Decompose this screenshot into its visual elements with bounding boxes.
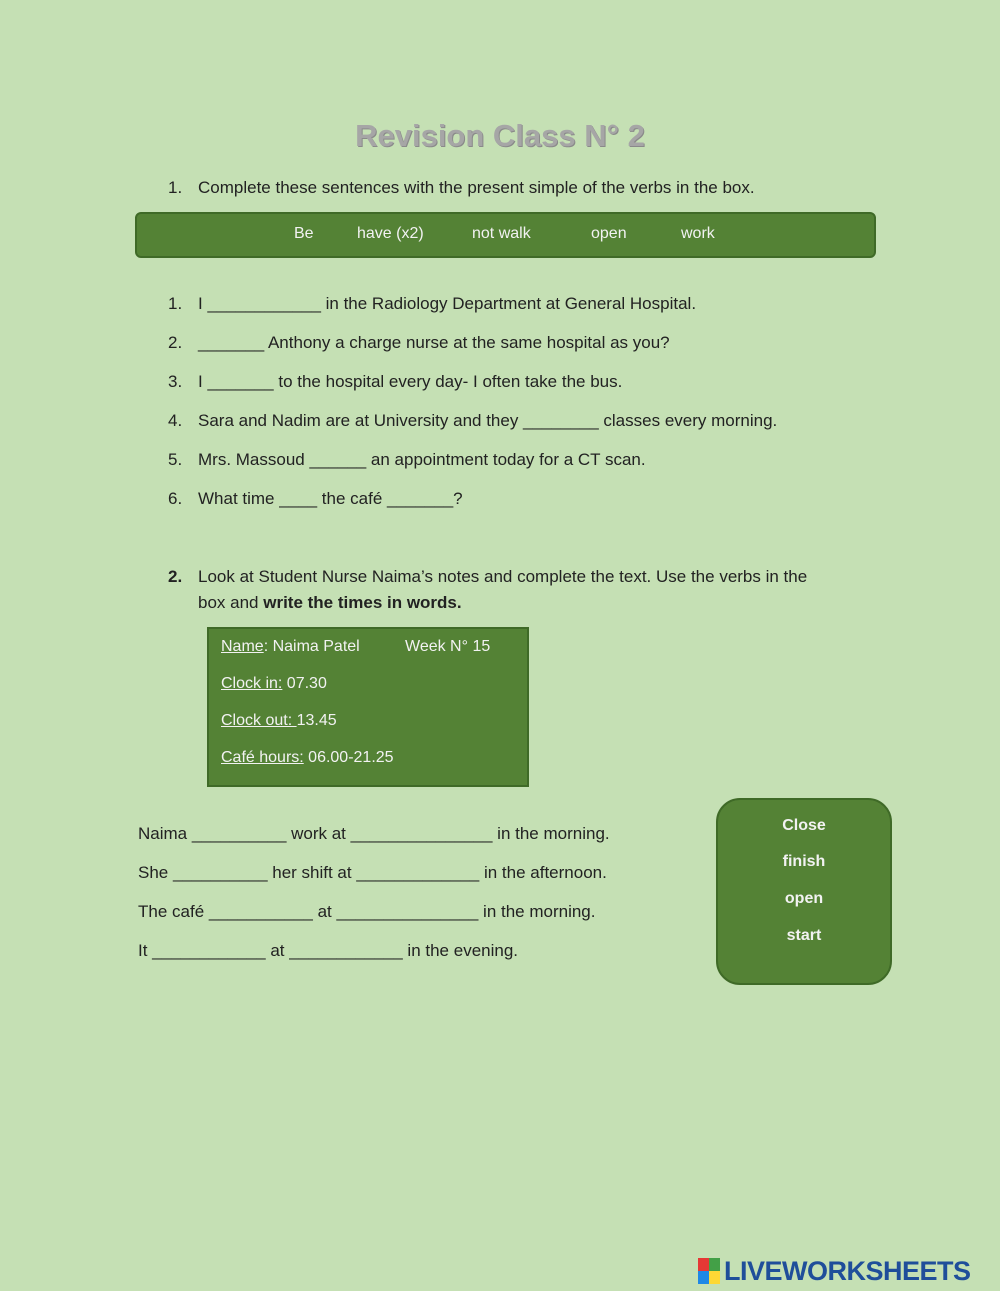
sentence-number: 6. [168, 489, 183, 508]
verb-box-word: open [591, 225, 627, 242]
notes-name-row [221, 638, 360, 656]
verb-box-word: finish [782, 853, 826, 870]
exercise2-instruction-line2: box and [198, 593, 264, 612]
exercise2-instruction [168, 564, 807, 616]
exercise2-number: 2. [168, 567, 183, 586]
sentence-text: Sara and Nadim are at University and they ________ classes every morning. [198, 411, 778, 430]
liveworksheets-logo [698, 1256, 971, 1286]
verb-box-word: open [784, 890, 824, 907]
verb-box-word: work [681, 225, 715, 242]
exercise2-instruction-bold: write the times in words. [263, 593, 462, 612]
verb-box-2 [716, 798, 892, 985]
exercise2-line[interactable]: It ____________ at ____________ in the evening. [138, 941, 519, 960]
notes-name-value: : Naima Patel [263, 638, 360, 655]
sentence-item[interactable] [168, 372, 622, 392]
liveworksheets-logo-text: LIVEWORKSHEETS [724, 1255, 971, 1286]
sentence-item[interactable] [168, 411, 777, 431]
notes-cafe-value: 06.00-21.25 [303, 749, 394, 766]
notes-week: Week N° 15 [405, 638, 491, 655]
notes-name-label: Name [221, 638, 264, 655]
verb-box-word: start [786, 927, 822, 944]
sentence-number: 2. [168, 333, 183, 352]
exercise2-line[interactable]: Naima __________ work at _______________ in the morning. [138, 824, 610, 843]
notes-clock-in-label: Clock in: [221, 675, 283, 692]
verb-box-word: have (x2) [357, 225, 424, 242]
verb-box-word: not walk [472, 225, 531, 242]
notes-clock-in-row [221, 675, 327, 693]
liveworksheets-logo-icon [698, 1258, 720, 1284]
exercise1-instruction-text: Complete these sentences with the present simple of the verbs in the box. [198, 178, 755, 197]
notes-clock-in-value: 07.30 [282, 675, 327, 692]
nurse-notes-card [207, 627, 529, 787]
sentence-text: I _______ to the hospital every day- I often take the bus. [198, 372, 623, 391]
sentence-item[interactable] [168, 294, 696, 314]
verb-box-word: Be [294, 225, 314, 242]
sentence-text: _______ Anthony a charge nurse at the same hospital as you? [198, 333, 670, 352]
exercise2-line[interactable]: The café ___________ at _______________ in the morning. [138, 902, 596, 921]
sentence-number: 3. [168, 372, 183, 391]
sentence-text: I ____________ in the Radiology Department at General Hospital. [198, 294, 697, 313]
notes-clock-out-value: 13.45 [296, 712, 337, 729]
sentence-number: 1. [168, 294, 183, 313]
exercise1-number: 1. [168, 178, 183, 197]
sentence-number: 4. [168, 411, 183, 430]
sentence-text: What time ____ the café _______? [198, 489, 463, 508]
notes-cafe-row [221, 749, 394, 767]
sentence-item[interactable] [168, 333, 670, 353]
notes-clock-out-label: Clock out: [221, 712, 297, 729]
verb-box-word: Close [782, 817, 826, 834]
sentence-text: Mrs. Massoud ______ an appointment today for a CT scan. [198, 450, 646, 469]
notes-cafe-label: Café hours: [221, 749, 304, 766]
verb-box-1 [135, 212, 876, 258]
sentence-number: 5. [168, 450, 183, 469]
exercise1-instruction [168, 175, 755, 201]
page-title: Revision Class N° 2 [355, 118, 645, 153]
sentence-item[interactable] [168, 450, 646, 470]
exercise2-instruction-line1: Look at Student Nurse Naima’s notes and complete the text. Use the verbs in the [198, 567, 808, 586]
sentence-item[interactable] [168, 489, 463, 509]
exercise2-line[interactable]: She __________ her shift at _____________ in the afternoon. [138, 863, 607, 882]
notes-clock-out-row [221, 712, 337, 730]
